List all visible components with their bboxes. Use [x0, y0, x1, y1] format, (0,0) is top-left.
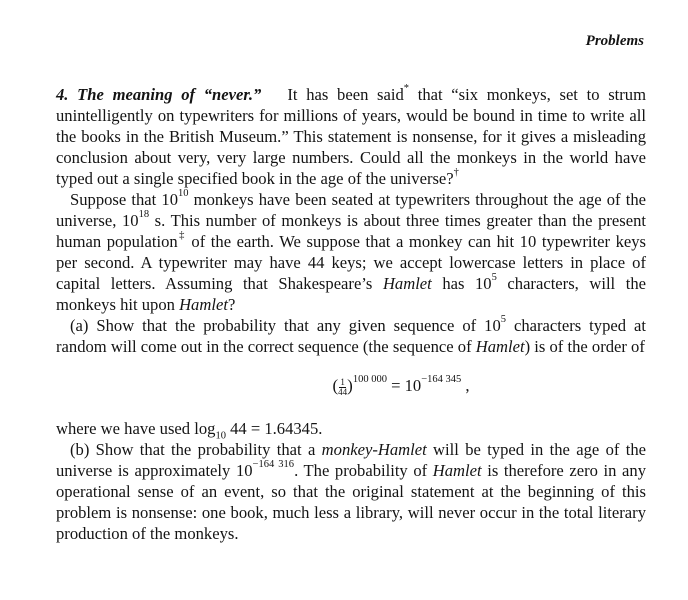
running-header: Problems [585, 33, 644, 49]
problem-number: 4. [56, 85, 69, 104]
log-paragraph: where we have used $\log_{10} 44 = 1.64345$. [56, 419, 323, 442]
log-base-subscript: 10 [215, 430, 226, 442]
hamlet-title: Hamlet [475, 337, 525, 356]
exponent-probability: −164 316 [252, 459, 295, 471]
intro-text-b: that “six monkeys, set to strum unintelligently on typewriters for millions of years, would be bound in time to write all the books in the British Museum.” This statement is nonsense, for it gives a misleading conclusion about very, very large numbers. Could all the monkeys in the world have typed out a single specified book in the age of the universe? [56, 85, 646, 188]
part-a-paragraph: (a) Show that the probability that any given sequence of $10^5$ characters typed at random will come out in the correct sequence (the sequence of Hamlet) is of the order of [56, 314, 646, 356]
problem-body [56, 84, 646, 544]
hamlet-title: Hamlet [382, 274, 432, 293]
fraction-one-over-44: $\frac{1}{44}$ [338, 376, 348, 397]
part-b-paragraph: (b) Show that the probability that a monkey-Hamlet will be typed in the age of the universe is approximately $10^{-164 316}$. The probability of Hamlet is therefore zero in any operational sense of an event, so that the original statement at the beginning of this problem is nonsense: one book, much less a library, will never occur in the total literary production of the monkeys. [56, 440, 647, 543]
exponent-monkeys: 10 [178, 188, 189, 200]
intro-text-a: It has been said [287, 85, 404, 104]
footnote-star-mark: * [403, 83, 410, 95]
equation-result-exponent: −164 345 [421, 374, 462, 386]
exponent-sequence: 5 [500, 314, 507, 326]
monkey-hamlet-term: monkey-Hamlet [321, 440, 427, 459]
problem-title: The meaning of “never.” [77, 85, 262, 104]
exponent-characters: 5 [491, 272, 497, 284]
hamlet-title: Hamlet [432, 461, 482, 480]
setup-paragraph: Suppose that $10^{10}$ monkeys have been seated at typewriters throughout the age of the universe, $10^{18}$ s. This number of monkeys is about three times greater than the present human population‡ of the earth. We suppose that a monkey can hit 10 typewriter keys per second. A typewriter may have 44 keys; we accept lowercase letters in place of capital letters. Assuming that Shakespeare’s Hamlet has $10^5$ characters, will the monkeys hit upon Hamlet? [56, 188, 647, 314]
problem-intro-paragraph [56, 84, 646, 189]
footnote-double-dagger-mark: ‡ [177, 230, 186, 242]
probability-equation: ( $\frac{1}{44}$ )$^{100 000} = 10^{-164 345}$ , [332, 374, 470, 397]
exponent-age: 18 [138, 209, 150, 221]
hamlet-title: Hamlet [179, 295, 228, 314]
equation-power: 100 000 [352, 374, 387, 386]
footnote-dagger-mark: † [453, 167, 459, 179]
